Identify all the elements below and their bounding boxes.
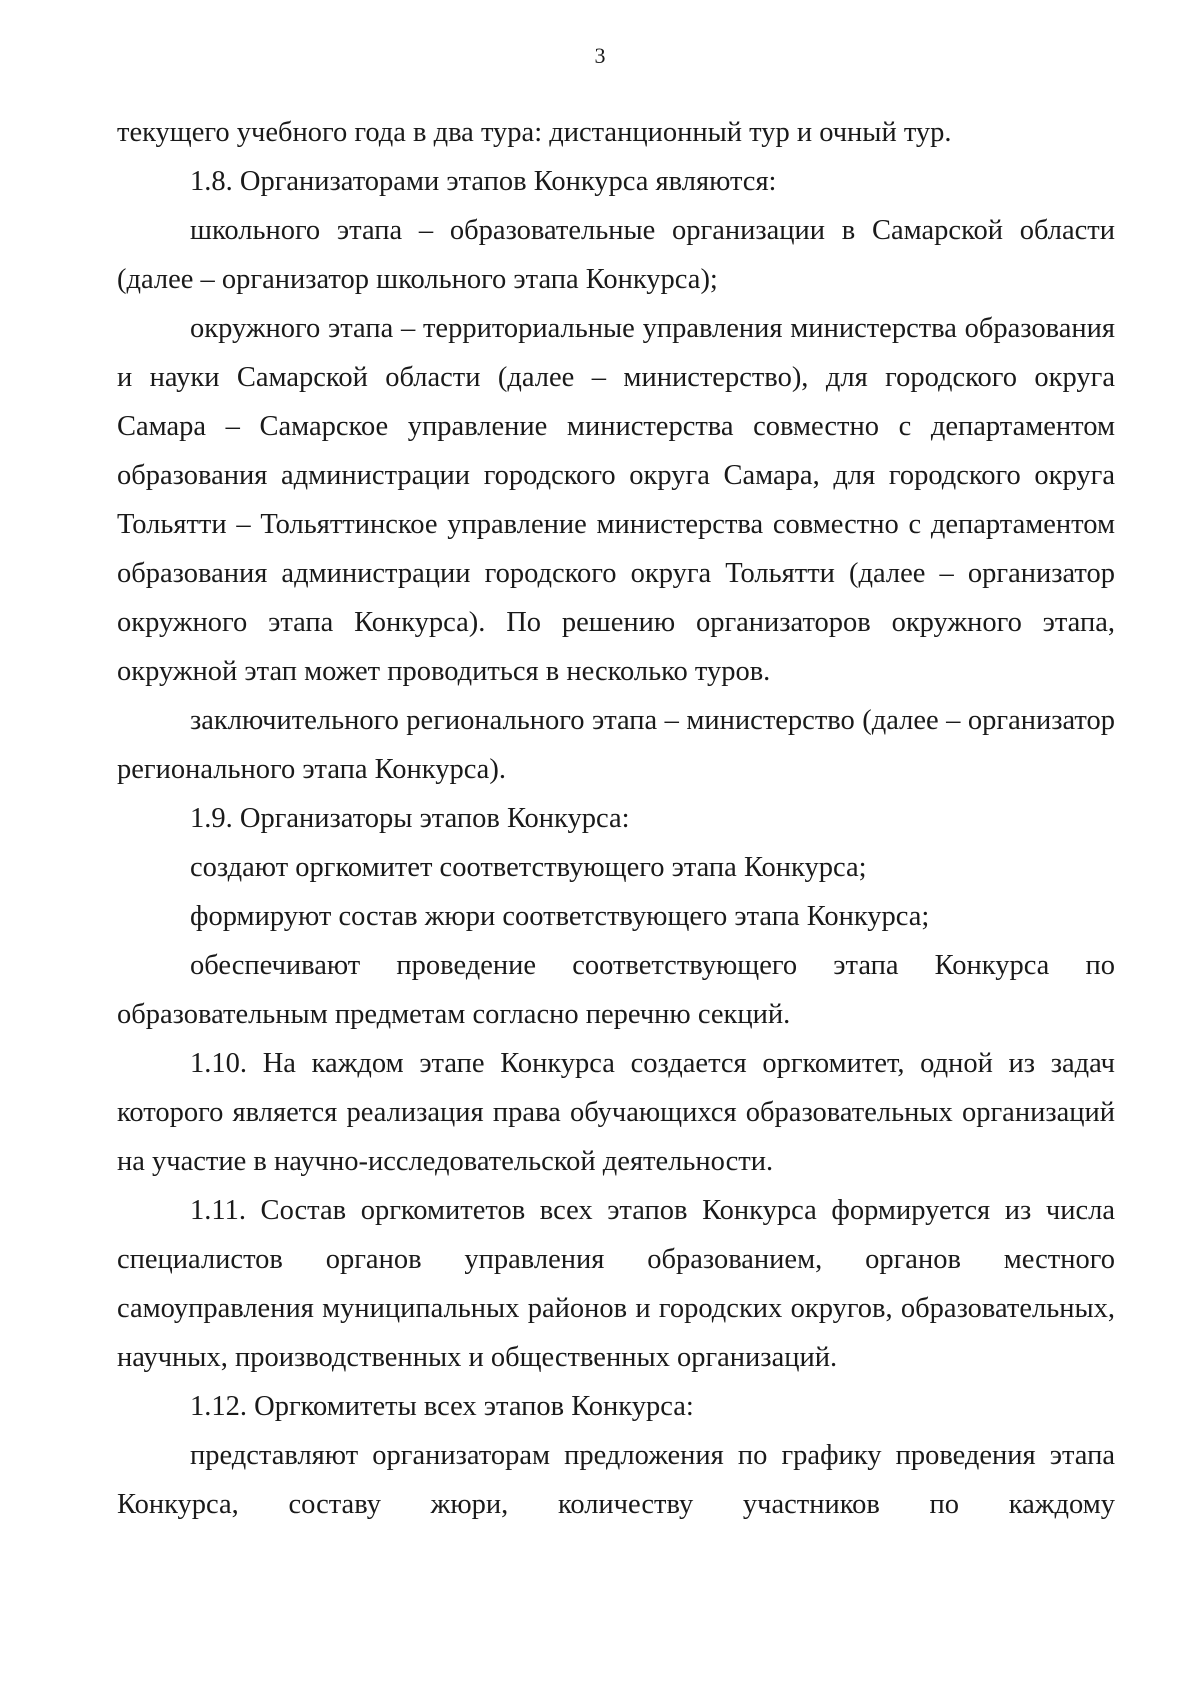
document-body: [117, 108, 1115, 1529]
paragraph-continuation: текущего учебного года в два тура: дистанционный тур и очный тур.: [117, 117, 952, 148]
paragraph-district-stage: окружного этапа – территориальные управления министерства образования и науки Самарской области (далее – министерство), для городского округа Самара – Самарское управление министерства совместно с департаментом образования администрации городского округа Самара, для городского округа Тольятти – Тольяттинское управление министерства совместно с департаментом образования администрации городского округа Тольятти (далее – организатор окружного этапа Конкурса). По решению организаторов окружного этапа, окружной этап может проводиться в несколько туров.: [117, 313, 1115, 687]
paragraph-1-9: 1.9. Организаторы этапов Конкурса:: [190, 803, 630, 834]
page-number: 3: [594, 43, 606, 68]
paragraph-create-committee: создают оргкомитет соответствующего этапа Конкурса;: [190, 852, 867, 883]
paragraph-1-12: 1.12. Оргкомитеты всех этапов Конкурса:: [190, 1391, 694, 1422]
paragraph-1-8: 1.8. Организаторами этапов Конкурса являются:: [190, 166, 777, 197]
paragraph-1-10: 1.10. На каждом этапе Конкурса создается оргкомитет, одной из задач которого является реализация права обучающихся образовательных организаций на участие в научно-исследовательской деятельности.: [117, 1048, 1115, 1177]
paragraph-school-stage: школьного этапа – образовательные организации в Самарской области (далее – организатор школьного этапа Конкурса);: [117, 215, 1115, 295]
paragraph-submit-proposals: представляют организаторам предложения по графику проведения этапа Конкурса, составу жюри, количеству участников по каждому: [117, 1440, 1115, 1520]
paragraph-regional-stage: заключительного регионального этапа – министерство (далее – организатор регионального этапа Конкурса).: [117, 705, 1115, 785]
paragraph-form-jury: формируют состав жюри соответствующего этапа Конкурса;: [190, 901, 930, 932]
paragraph-provide-stage: обеспечивают проведение соответствующего этапа Конкурса по образовательным предметам согласно перечню секций.: [117, 950, 1115, 1030]
paragraph-1-11: 1.11. Состав оргкомитетов всех этапов Конкурса формируется из числа специалистов органов управления образованием, органов местного самоуправления муниципальных районов и городских округов, образовательных, научных, производственных и общественных организаций.: [117, 1195, 1115, 1373]
